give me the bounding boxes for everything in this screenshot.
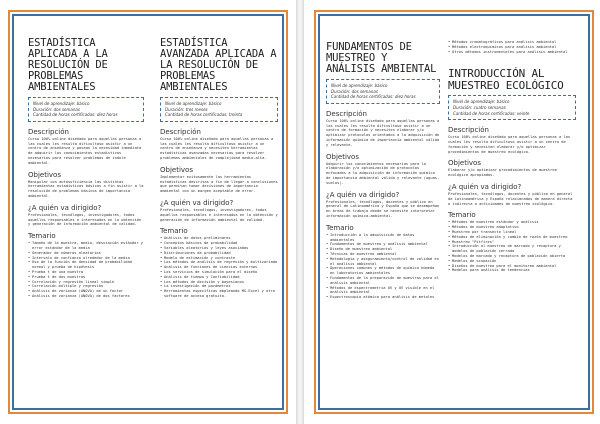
list-item: • Correlación y regresión lineal simple [28,280,144,285]
meta-duration: Duración: dos semanas [33,106,80,112]
list-item: • Espectroscopía atómica para análisis de metales [326,295,440,300]
list-item: • Otros métodos instrumentales para análisis ambiental [448,50,576,55]
course-meta-box [448,95,576,120]
list-item: • Análisis de datos preliminares [160,236,278,241]
list-item: • Conceptos básicos de probabilidad [160,241,278,246]
course-meta-box [28,97,144,122]
list-item: • Modelo de estimación y contraste [160,256,278,261]
audience-text: Profesionales, tecnólogos, investigadores, todos aquellos responsables e interesados en la obtención y generación de información ambiental de calidad. [160,207,278,222]
objectives-text: Implementar exitosamente las herramientas estadísticas descritas a fin de llegar a conclusiones que permitan tomar decisiones de importancia ambiental con un margen aceptable de error. [160,174,278,194]
meta-level: Nivel de aprendizaje: básico [33,101,90,106]
list-item: • Herramientas específicas empleando MS-Excel y otro software de acceso gratuito. [160,289,278,299]
audience-heading: ¿A quién va dirigido? [326,190,400,199]
syllabus-list [28,241,144,299]
list-item: • Uso de la función de densidad de probabilidad normal y prueba de hipótesis [28,260,144,270]
list-item: • Prueba t de dos muestras [28,275,144,280]
list-item: • Distribuciones de probabilidad [160,251,278,256]
objectives-text: Elaborar y/o optimizar procedimientos de muestreo ecológico apropiados. [448,168,557,178]
syllabus-list [448,220,576,273]
audience-heading: ¿A quién va dirigido? [448,182,522,191]
syllabus-list [326,233,440,300]
list-item: • Prueba t de una muestra [28,270,144,275]
meta-hours: Cantidad de horas certificadas: diez horas [331,94,416,100]
course-fundamentos-muestreo [326,42,440,300]
right-page [304,0,600,424]
description-text: Curso 100% online diseñado para aquellas personas a las cuales les resulta dificultoso asistir a un centro de formación y necesiten elaborar y/o optimizar protocolos orientados a la adquisición de información química de importancia ambiental válida y relevante. [326,118,440,147]
list-item: • Métodos de muestreo estándar y análisis [448,220,576,225]
list-item: • Análisis de funciones de ciencias externas [160,265,278,270]
objectives-heading: Objetivos [448,159,481,168]
meta-duration: Duración: dos semanas [331,88,378,94]
syllabus-list-continued [448,40,576,54]
objectives-text: Adquirir los conocimientos necesarios para la elaboración y/o optimización de protocolos enfocados a la adquisición de información química de importancia ambiental válida y relevante (aguas, suelos). [326,161,440,185]
description-heading: Descripción [28,127,69,136]
objectives-heading: Objetivos [326,152,359,161]
list-item: • Los métodos de decisión y bayesianos [160,280,278,285]
list-item: • Los servicios de simulación para el diseño [160,270,278,275]
meta-hours: Cantidad de horas certificadas: treinta [165,112,243,118]
list-item: • Introducción al muestreo de marcado y recaptura y modelos de población cerrada [448,244,576,254]
list-item: • Modelos para análisis de tendencias [448,268,576,273]
left-page [0,0,296,424]
syllabus-heading: Temario [28,232,56,241]
audience-text: Profesionales, tecnólogos, investigadores, todos aquellos responsables e interesados en la obtención y generación de información ambiental de calidad. [28,212,142,227]
meta-level: Nivel de aprendizaje: básico [331,83,388,88]
course-meta-box [326,79,440,104]
course-introduccion-muestreo [448,68,576,273]
list-item: • Correlación múltiple y regresión [28,284,144,289]
course-title: ESTADÍSTICA AVANZADA APLICADA A LA RESOLUCIÓN DE PROBLEMAS AMBIENTALES [160,37,277,93]
meta-hours: Cantidad de horas certificadas: diez horas [33,112,118,118]
list-item: • Métodos electroquímicos para análisis ambiental [448,45,576,50]
list-item: • Tamaño de la muestra, media, desviación estándar y error estándar de la media [28,241,144,251]
syllabus-heading: Temario [448,211,476,220]
course-meta-box [160,97,278,122]
meta-duration: Duración: cuatro semanas [453,104,506,110]
list-item: • Modelos de marcado y recaptura de población abierta [448,254,576,259]
course-title: ESTADÍSTICA APLICADA A LA RESOLUCIÓN DE PROBLEMAS AMBIENTALES [28,37,108,93]
syllabus-list [160,236,278,298]
meta-level: Nivel de aprendizaje: básico [453,99,510,105]
description-text: Curso 100% online diseñado para aquellas personas a las cuales les resulta dificultoso asistir a un centro de enseñanza y posean la necesidad inmediata de adquirir los conocimientos estadísticos necesarios para resolver problemas de índole ambiental. [28,136,142,165]
list-item: • Metodología y aseguramiento/control de calidad en el análisis ambiental [326,257,440,267]
course-estadistica-aplicada [28,38,144,299]
description-text: Curso 100% online diseñado para aquellas personas a las cuales les resulta dificultoso asistir a un centro de formación y necesiten elaborar y/o optimizar procedimientos de muestreo ecológico. [448,135,571,154]
meta-duration: Duración: tres meses [165,106,208,112]
right-column [448,40,576,273]
list-item: • Análisis de varianza (ANOVA) de dos factores [28,294,144,299]
course-title: FUNDAMENTOS DE MUESTREO Y ANÁLISIS AMBIENTAL [326,41,437,75]
audience-heading: ¿A quién va dirigido? [28,203,102,212]
description-heading: Descripción [160,127,201,136]
list-item: • Variables aleatorias y leyes asociadas [160,246,278,251]
list-item: • Análisis de varianza (ANOVA) de un factor [28,289,144,294]
meta-level: Nivel de aprendizaje: básico [165,101,222,106]
list-item: • Muestreo por transecto lineal [448,230,576,235]
syllabus-heading: Temario [326,223,354,232]
audience-text: Profesionales, tecnólogos, docentes y público en general de Latinoamérica y España relacionados de manera directa o indirecta a actividades de muestreo ecológico. [448,191,573,206]
description-heading: Descripción [326,109,367,118]
list-item: • Métodos cromatográficos para análisis ambiental [448,40,576,45]
list-item: • Muestreo "Pitfires" [448,240,576,245]
list-item: • Generador de números aleatorios [28,251,144,256]
list-item: • Métodos de espectrometría UV y UV visible en el análisis ambiental [326,286,440,296]
list-item: • Diseños de muestreo para el monitoreo ambiental [448,264,576,269]
description-text: Curso 100% online diseñado para aquellas personas a las cuales les resulta dificultoso asistir a un centro de enseñanza y necesiten herramientas estadísticas avanzadas necesarias para resolver problemas ambientales de complejidad medio-alta. [160,136,274,160]
list-item: • Métodos de eliminación y cambio de razón de muestreo [448,235,576,240]
course-title: INTRODUCCIÓN AL MUESTREO ECOLÓGICO [448,67,564,92]
course-estadistica-avanzada [160,38,278,299]
list-item: • Diseño de muestreo ambiental [326,247,440,252]
audience-text: Profesionales, tecnólogos, docentes y público en general de Latinoamérica y España que se desempeñan en áreas de trabajo donde se necesite interpretar información química-ambiental. [326,199,440,218]
list-item: • Fundamentos de la preparación de muestras para el análisis ambiental [326,276,440,286]
list-item: • Los métodos de análisis de regresión y multivariado [160,260,278,265]
objectives-heading: Objetivos [28,170,61,179]
list-item: • Modelos de ocupación [448,259,576,264]
syllabus-heading: Temario [160,227,188,236]
book-gutter [296,0,304,424]
list-item: • Fundamentos de muestreo y análisis ambiental [326,242,440,247]
list-item: • Intervalo de confianza alrededor de la media [28,256,144,261]
list-item: • Operaciones comunes y métodos de química húmeda en laboratorios ambientales [326,266,440,276]
audience-heading: ¿A quién va dirigido? [160,198,234,207]
meta-hours: Cantidad de horas certificadas: veinte [453,110,530,116]
list-item: • Métodos de muestreo adaptativo [448,225,576,230]
objectives-heading: Objetivos [160,165,193,174]
list-item: • Introducción a la adquisición de datos ambientales [326,233,440,243]
description-heading: Descripción [448,126,489,135]
list-item: • Análisis de tiempo y Confiabilidad [160,275,278,280]
objectives-text: Manipular con autosuficiencia las distintas herramientas estadísticas básicas a fin asistir a la resolución de problemas básicos de importancia ambiental. [28,179,144,198]
list-item: • Técnicas de muestreo ambiental [326,252,440,257]
list-item: • La investigación de parámetros [160,284,278,289]
